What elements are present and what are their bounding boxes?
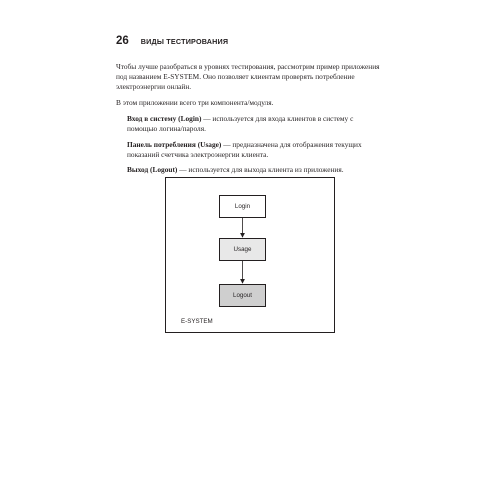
module-term-usage: Панель потребления (Usage) — [127, 139, 222, 149]
module-term-login: Вход в систему (Login) — [127, 114, 202, 124]
login-box: Login — [219, 195, 266, 218]
logout-box: Logout — [219, 284, 266, 307]
intro-paragraph: Чтобы лучше разобраться в уровнях тестирования, рассмотрим пример приложения под названием E-SYSTEM. Оно позволяет клиентам проверять потребление электроэнергии онлайн. — [116, 62, 380, 92]
page-header — [116, 35, 228, 47]
module-item-login — [116, 114, 384, 134]
system-diagram — [165, 177, 335, 333]
modules-intro-paragraph: В этом приложении всего три компонента/модуля. — [116, 98, 274, 108]
usage-box: Usage — [219, 238, 266, 261]
body-text — [116, 62, 384, 180]
system-label: E-SYSTEM — [181, 318, 213, 325]
page-number: 26 — [116, 35, 129, 47]
module-term-logout: Выход (Logout) — [127, 164, 178, 174]
module-desc-usage: — предназначена для отображения текущих показаний счетчика электроэнергии клиента. — [127, 139, 362, 159]
module-desc-logout: — используется для выхода клиента из приложения. — [177, 164, 344, 174]
module-item-logout — [116, 165, 384, 175]
running-title: ВИДЫ ТЕСТИРОВАНИЯ — [140, 37, 229, 46]
module-item-usage — [116, 140, 384, 160]
module-desc-login: — используется для входа клиентов в систему с помощью логина/пароля. — [127, 114, 354, 134]
